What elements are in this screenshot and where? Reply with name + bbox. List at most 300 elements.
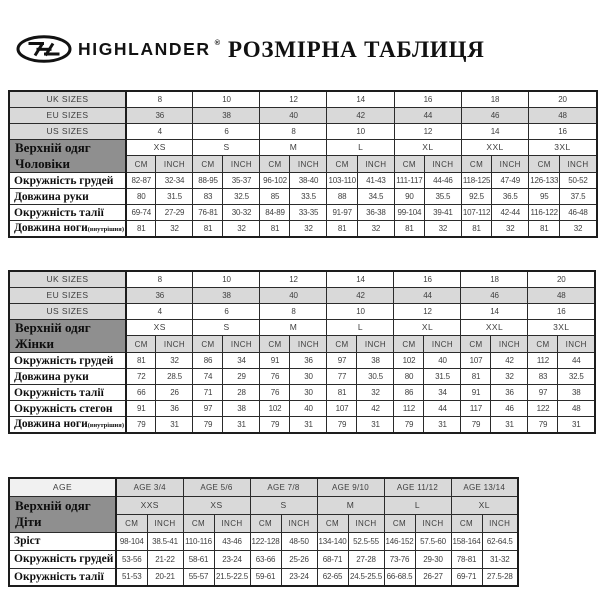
measure-cm-cell: 66-68.5 — [384, 568, 415, 586]
measure-cm-cell: 112 — [394, 401, 424, 417]
measure-inch-cell: 31-32 — [482, 550, 518, 568]
group-title-line: Верхній одяг — [15, 319, 91, 335]
measure-cm-cell: 122 — [528, 401, 558, 417]
measure-cm-cell: 97 — [193, 401, 223, 417]
size-number-cell: 16 — [394, 91, 461, 107]
unit-cm-cell: CM — [451, 514, 482, 532]
size-number-cell: 40 — [260, 107, 327, 123]
size-letter-cell: L — [384, 496, 451, 514]
size-number-cell: 18 — [461, 271, 528, 287]
size-letter-cell: S — [193, 319, 260, 336]
measure-cm-cell: 102 — [260, 401, 290, 417]
measure-cm-cell: 69-74 — [126, 205, 156, 221]
measure-inch-cell: 36-38 — [357, 205, 394, 221]
size-number-cell: 14 — [461, 123, 528, 139]
size-number-cell: 16 — [529, 123, 597, 139]
measure-cm-cell: 91 — [126, 401, 156, 417]
measure-cm-cell: 53-56 — [116, 550, 147, 568]
measure-cm-cell: 117 — [461, 401, 491, 417]
size-number-cell: 4 — [126, 123, 193, 139]
unit-inch-cell: INCH — [290, 336, 327, 353]
measure-cm-cell: 72 — [126, 369, 156, 385]
size-number-cell: 8 — [126, 271, 193, 287]
unit-cm-cell: CM — [193, 156, 223, 173]
measure-inch-cell: 44 — [424, 401, 461, 417]
measure-cm-cell: 107-112 — [461, 205, 491, 221]
size-number-cell: 8 — [260, 123, 327, 139]
measure-cm-cell: 76 — [260, 369, 290, 385]
measure-inch-cell: 31 — [357, 417, 394, 433]
size-number-cell: 20 — [528, 271, 595, 287]
size-number-cell: 18 — [461, 91, 528, 107]
unit-cm-cell: CM — [384, 514, 415, 532]
measure-inch-cell: 32.5 — [223, 189, 260, 205]
measure-cm-cell: 92.5 — [461, 189, 491, 205]
measure-inch-cell: 21-22 — [147, 550, 183, 568]
measure-label-cell: Зріст — [9, 532, 116, 550]
measure-inch-cell: 47-49 — [492, 173, 529, 189]
measure-cm-cell: 107 — [327, 401, 357, 417]
measure-cm-cell: 79 — [193, 417, 223, 433]
measure-inch-cell: 42 — [357, 401, 394, 417]
measure-inch-cell: 42-44 — [492, 205, 529, 221]
men-size-table — [8, 90, 598, 238]
size-number-cell: 16 — [394, 271, 461, 287]
measure-label-cell: Окружність талії — [9, 568, 116, 586]
measure-inch-cell: 32.5 — [558, 369, 595, 385]
measure-cm-cell: 110-116 — [183, 532, 214, 550]
group-title-cell — [9, 496, 116, 532]
size-letter-cell: 3XL — [529, 139, 597, 156]
measure-cm-cell: 96-102 — [260, 173, 290, 189]
measure-cm-cell: 98-104 — [116, 532, 147, 550]
age-value-cell: AGE 7/8 — [250, 478, 317, 496]
measure-cm-cell: 81 — [126, 221, 156, 237]
group-title-line: Діти — [15, 514, 42, 529]
unit-inch-cell: INCH — [424, 156, 461, 173]
measure-cm-cell: 79 — [394, 417, 424, 433]
measure-inch-cell: 31.5 — [424, 369, 461, 385]
size-number-cell: 38 — [193, 287, 260, 303]
measure-cm-cell: 99-104 — [394, 205, 424, 221]
measure-cm-cell: 81 — [529, 221, 560, 237]
size-number-cell: 48 — [529, 107, 597, 123]
measure-inch-cell: 25-26 — [281, 550, 317, 568]
unit-inch-cell: INCH — [558, 336, 595, 353]
measure-inch-cell: 36.5 — [492, 189, 529, 205]
measure-label-cell: Окружність грудей — [9, 550, 116, 568]
size-system-label-cell: EU SIZES — [9, 107, 126, 123]
measure-label-note: (внутрішня) — [87, 422, 124, 430]
measure-label-cell: Окружність талії — [9, 205, 126, 221]
measure-inch-cell: 31 — [156, 417, 193, 433]
measure-label-cell: Окружність грудей — [9, 173, 126, 189]
unit-inch-cell: INCH — [156, 156, 193, 173]
measure-cm-cell: 122-128 — [250, 532, 281, 550]
measure-inch-cell: 34 — [424, 385, 461, 401]
measure-inch-cell: 30 — [290, 385, 327, 401]
unit-cm-cell: CM — [461, 156, 491, 173]
measure-inch-cell: 32 — [357, 221, 394, 237]
size-letter-cell: XS — [126, 319, 193, 336]
unit-cm-cell: CM — [126, 156, 156, 173]
measure-inch-cell: 46 — [491, 401, 528, 417]
group-title-cell — [9, 319, 126, 353]
measure-inch-cell: 29 — [223, 369, 260, 385]
measure-cm-cell: 158-164 — [451, 532, 482, 550]
measure-inch-cell: 31 — [223, 417, 260, 433]
measure-cm-cell: 111-117 — [394, 173, 424, 189]
registered-trademark: ® — [214, 37, 221, 47]
measure-inch-cell: 29-30 — [415, 550, 451, 568]
size-number-cell: 36 — [126, 107, 193, 123]
women-size-table — [8, 270, 596, 434]
measure-cm-cell: 97 — [528, 385, 558, 401]
measure-cm-cell: 81 — [461, 369, 491, 385]
measure-cm-cell: 58-61 — [183, 550, 214, 568]
unit-inch-cell: INCH — [290, 156, 327, 173]
measure-inch-cell: 38 — [357, 353, 394, 369]
measure-inch-cell: 32 — [492, 221, 529, 237]
size-number-cell: 8 — [260, 303, 327, 319]
size-letter-cell: L — [327, 139, 394, 156]
measure-inch-cell: 48-50 — [281, 532, 317, 550]
measure-inch-cell: 40 — [290, 401, 327, 417]
age-value-cell: AGE 9/10 — [317, 478, 384, 496]
measure-cm-cell: 79 — [528, 417, 558, 433]
measure-inch-cell: 38 — [223, 401, 260, 417]
measure-inch-cell: 41-43 — [357, 173, 394, 189]
unit-cm-cell: CM — [183, 514, 214, 532]
size-number-cell: 10 — [327, 303, 394, 319]
size-number-cell: 8 — [126, 91, 193, 107]
measure-inch-cell: 33-35 — [290, 205, 327, 221]
measure-cm-cell: 63-66 — [250, 550, 281, 568]
unit-cm-cell: CM — [394, 336, 424, 353]
size-number-cell: 48 — [528, 287, 595, 303]
measure-inch-cell: 31.5 — [156, 189, 193, 205]
measure-inch-cell: 44-46 — [424, 173, 461, 189]
measure-inch-cell: 34.5 — [357, 189, 394, 205]
measure-inch-cell: 32 — [357, 385, 394, 401]
size-letter-cell: XL — [451, 496, 518, 514]
measure-cm-cell: 81 — [394, 221, 424, 237]
size-letter-cell: XL — [394, 139, 461, 156]
measure-label-cell: Окружність грудей — [9, 353, 126, 369]
measure-cm-cell: 79 — [461, 417, 491, 433]
group-title-line: Жінки — [15, 335, 54, 351]
measure-inch-cell: 32 — [223, 221, 260, 237]
measure-cm-cell: 62-65 — [317, 568, 348, 586]
measure-inch-cell: 23-24 — [214, 550, 250, 568]
size-number-cell: 12 — [260, 271, 327, 287]
measure-inch-cell: 31 — [424, 417, 461, 433]
measure-inch-cell: 46-48 — [560, 205, 597, 221]
measure-inch-cell: 20-21 — [147, 568, 183, 586]
size-number-cell: 10 — [327, 123, 394, 139]
measure-inch-cell: 57.5-60 — [415, 532, 451, 550]
measure-cm-cell: 55-57 — [183, 568, 214, 586]
measure-inch-cell: 26 — [156, 385, 193, 401]
measure-cm-cell: 86 — [193, 353, 223, 369]
measure-inch-cell: 42 — [491, 353, 528, 369]
unit-inch-cell: INCH — [281, 514, 317, 532]
size-number-cell: 14 — [327, 271, 394, 287]
size-number-cell: 12 — [394, 303, 461, 319]
measure-label-note: (внутрішня) — [87, 226, 124, 234]
measure-inch-cell: 39-41 — [424, 205, 461, 221]
size-number-cell: 36 — [126, 287, 193, 303]
unit-cm-cell: CM — [116, 514, 147, 532]
measure-cm-cell: 51-53 — [116, 568, 147, 586]
measure-cm-cell: 95 — [529, 189, 560, 205]
unit-cm-cell: CM — [260, 336, 290, 353]
measure-inch-cell: 27-29 — [156, 205, 193, 221]
measure-cm-cell: 86 — [394, 385, 424, 401]
measure-cm-cell: 81 — [260, 221, 290, 237]
unit-inch-cell: INCH — [492, 156, 529, 173]
measure-cm-cell: 69-71 — [451, 568, 482, 586]
measure-cm-cell: 116-122 — [529, 205, 560, 221]
measure-inch-cell: 21.5-22.5 — [214, 568, 250, 586]
unit-cm-cell: CM — [250, 514, 281, 532]
measure-inch-cell: 35-37 — [223, 173, 260, 189]
highlander-logo-icon — [15, 34, 73, 64]
unit-cm-cell: CM — [260, 156, 290, 173]
group-title-cell — [9, 139, 126, 173]
measure-inch-cell: 36 — [156, 401, 193, 417]
size-number-cell: 12 — [394, 123, 461, 139]
unit-cm-cell: CM — [317, 514, 348, 532]
measure-inch-cell: 28 — [223, 385, 260, 401]
measure-cm-cell: 71 — [193, 385, 223, 401]
size-number-cell: 10 — [193, 91, 260, 107]
measure-cm-cell: 112 — [528, 353, 558, 369]
size-letter-cell: 3XL — [528, 319, 595, 336]
measure-cm-cell: 81 — [461, 221, 491, 237]
size-letter-cell: XS — [126, 139, 193, 156]
size-number-cell: 42 — [327, 107, 394, 123]
measure-cm-cell: 91 — [260, 353, 290, 369]
size-letter-cell: M — [317, 496, 384, 514]
group-title-line: Верхній одяг — [15, 497, 91, 513]
measure-label-cell: Довжина ноги(внутрішня) — [9, 417, 126, 433]
group-title-line: Верхній одяг — [15, 139, 91, 155]
measure-cm-cell: 80 — [394, 369, 424, 385]
measure-cm-cell: 97 — [327, 353, 357, 369]
measure-cm-cell: 107 — [461, 353, 491, 369]
measure-inch-cell: 38-40 — [290, 173, 327, 189]
measure-cm-cell: 118-125 — [461, 173, 491, 189]
measure-inch-cell: 31 — [290, 417, 327, 433]
measure-cm-cell: 126-133 — [529, 173, 560, 189]
unit-inch-cell: INCH — [223, 336, 260, 353]
size-number-cell: 14 — [461, 303, 528, 319]
measure-inch-cell: 32 — [560, 221, 597, 237]
measure-inch-cell: 23-24 — [281, 568, 317, 586]
measure-inch-cell: 37.5 — [560, 189, 597, 205]
measure-inch-cell: 32 — [156, 353, 193, 369]
measure-inch-cell: 44 — [558, 353, 595, 369]
measure-inch-cell: 27-28 — [348, 550, 384, 568]
measure-cm-cell: 102 — [394, 353, 424, 369]
page-title: РОЗМІРНА ТАБЛИЦЯ — [228, 37, 485, 62]
measure-inch-cell: 50-52 — [560, 173, 597, 189]
measure-inch-cell: 32-34 — [156, 173, 193, 189]
measure-inch-cell: 31 — [491, 417, 528, 433]
measure-inch-cell: 36 — [491, 385, 528, 401]
size-number-cell: 20 — [529, 91, 597, 107]
unit-cm-cell: CM — [529, 156, 560, 173]
measure-cm-cell: 81 — [327, 385, 357, 401]
measure-inch-cell: 30-32 — [223, 205, 260, 221]
unit-cm-cell: CM — [327, 156, 357, 173]
measure-inch-cell: 38.5-41 — [147, 532, 183, 550]
measure-cm-cell: 78-81 — [451, 550, 482, 568]
measure-cm-cell: 74 — [193, 369, 223, 385]
measure-cm-cell: 80 — [126, 189, 156, 205]
size-number-cell: 42 — [327, 287, 394, 303]
measure-label-cell: Окружність талії — [9, 385, 126, 401]
measure-inch-cell: 32 — [424, 221, 461, 237]
measure-cm-cell: 134-140 — [317, 532, 348, 550]
measure-cm-cell: 79 — [327, 417, 357, 433]
size-number-cell: 44 — [394, 107, 461, 123]
age-value-cell: AGE 3/4 — [116, 478, 183, 496]
unit-inch-cell: INCH — [156, 336, 193, 353]
size-system-label-cell: US SIZES — [9, 123, 126, 139]
measure-cm-cell: 79 — [260, 417, 290, 433]
unit-inch-cell: INCH — [491, 336, 528, 353]
measure-cm-cell: 81 — [327, 221, 357, 237]
measure-cm-cell: 90 — [394, 189, 424, 205]
unit-inch-cell: INCH — [560, 156, 597, 173]
measure-inch-cell: 43-46 — [214, 532, 250, 550]
unit-inch-cell: INCH — [415, 514, 451, 532]
measure-cm-cell: 68-71 — [317, 550, 348, 568]
measure-inch-cell: 48 — [558, 401, 595, 417]
measure-cm-cell: 79 — [126, 417, 156, 433]
measure-inch-cell: 30.5 — [357, 369, 394, 385]
unit-inch-cell: INCH — [348, 514, 384, 532]
unit-inch-cell: INCH — [424, 336, 461, 353]
size-number-cell: 12 — [260, 91, 327, 107]
unit-cm-cell: CM — [528, 336, 558, 353]
size-number-cell: 46 — [461, 287, 528, 303]
measure-inch-cell: 36 — [290, 353, 327, 369]
size-number-cell: 40 — [260, 287, 327, 303]
size-letter-cell: XXL — [461, 319, 528, 336]
size-system-label-cell: UK SIZES — [9, 271, 126, 287]
size-letter-cell: M — [260, 139, 327, 156]
measure-cm-cell: 81 — [126, 353, 156, 369]
unit-inch-cell: INCH — [147, 514, 183, 532]
size-letter-cell: L — [327, 319, 394, 336]
measure-inch-cell: 38 — [558, 385, 595, 401]
unit-inch-cell: INCH — [357, 156, 394, 173]
measure-cm-cell: 88-95 — [193, 173, 223, 189]
measure-cm-cell: 82-87 — [126, 173, 156, 189]
size-letter-cell: S — [193, 139, 260, 156]
measure-label-cell: Довжина руки — [9, 189, 126, 205]
measure-cm-cell: 91-97 — [327, 205, 357, 221]
size-system-label-cell: UK SIZES — [9, 91, 126, 107]
measure-inch-cell: 35.5 — [424, 189, 461, 205]
measure-inch-cell: 24.5-25.5 — [348, 568, 384, 586]
group-title-line: Чоловіки — [15, 155, 70, 171]
unit-inch-cell: INCH — [214, 514, 250, 532]
age-value-cell: AGE 13/14 — [451, 478, 518, 496]
age-value-cell: AGE 5/6 — [183, 478, 250, 496]
measure-inch-cell: 31 — [558, 417, 595, 433]
size-letter-cell: XL — [394, 319, 461, 336]
unit-cm-cell: CM — [193, 336, 223, 353]
kids-size-table — [8, 477, 519, 587]
measure-cm-cell: 77 — [327, 369, 357, 385]
brand-name: HIGHLANDER — [78, 38, 211, 59]
measure-cm-cell: 83 — [193, 189, 223, 205]
measure-cm-cell: 91 — [461, 385, 491, 401]
measure-inch-cell: 26-27 — [415, 568, 451, 586]
size-system-label-cell: EU SIZES — [9, 287, 126, 303]
size-number-cell: 4 — [126, 303, 193, 319]
size-number-cell: 44 — [394, 287, 461, 303]
measure-cm-cell: 146-152 — [384, 532, 415, 550]
measure-inch-cell: 33.5 — [290, 189, 327, 205]
measure-inch-cell: 34 — [223, 353, 260, 369]
measure-inch-cell: 62-64.5 — [482, 532, 518, 550]
measure-inch-cell: 40 — [424, 353, 461, 369]
size-number-cell: 6 — [193, 123, 260, 139]
unit-cm-cell: CM — [327, 336, 357, 353]
size-letter-cell: XXS — [116, 496, 183, 514]
measure-cm-cell: 73-76 — [384, 550, 415, 568]
measure-cm-cell: 66 — [126, 385, 156, 401]
size-letter-cell: XS — [183, 496, 250, 514]
measure-inch-cell: 27.5-28 — [482, 568, 518, 586]
size-letter-cell: M — [260, 319, 327, 336]
measure-cm-cell: 103-110 — [327, 173, 357, 189]
size-number-cell: 38 — [193, 107, 260, 123]
measure-cm-cell: 76 — [260, 385, 290, 401]
measure-label-cell: Довжина ноги(внутрішня) — [9, 221, 126, 237]
unit-inch-cell: INCH — [223, 156, 260, 173]
unit-inch-cell: INCH — [482, 514, 518, 532]
unit-inch-cell: INCH — [357, 336, 394, 353]
measure-inch-cell: 28.5 — [156, 369, 193, 385]
size-letter-cell: S — [250, 496, 317, 514]
size-number-cell: 10 — [193, 271, 260, 287]
measure-inch-cell: 32 — [156, 221, 193, 237]
age-label-cell: AGE — [9, 478, 116, 496]
unit-cm-cell: CM — [461, 336, 491, 353]
size-system-label-cell: US SIZES — [9, 303, 126, 319]
measure-cm-cell: 76-81 — [193, 205, 223, 221]
measure-cm-cell: 59-61 — [250, 568, 281, 586]
measure-cm-cell: 84-89 — [260, 205, 290, 221]
measure-cm-cell: 88 — [327, 189, 357, 205]
measure-label-cell: Окружність стегон — [9, 401, 126, 417]
measure-cm-cell: 83 — [528, 369, 558, 385]
size-number-cell: 46 — [461, 107, 528, 123]
size-number-cell: 14 — [327, 91, 394, 107]
measure-inch-cell: 32 — [491, 369, 528, 385]
size-letter-cell: XXL — [461, 139, 528, 156]
measure-label-cell: Довжина руки — [9, 369, 126, 385]
brand-header — [15, 34, 221, 64]
measure-cm-cell: 85 — [260, 189, 290, 205]
unit-cm-cell: CM — [394, 156, 424, 173]
